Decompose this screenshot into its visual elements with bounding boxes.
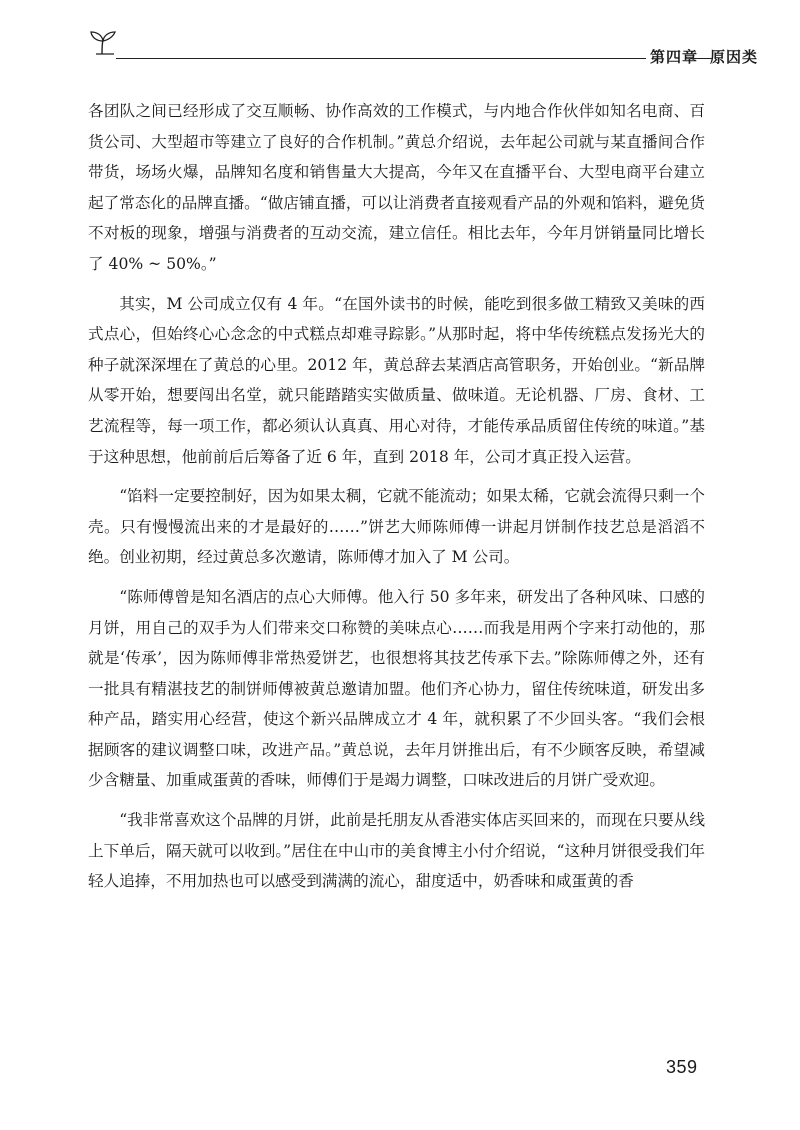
body-text bbox=[88, 96, 705, 906]
paragraph-continued: 各团队之间已经形成了交互顺畅、协作高效的工作模式，与内地合作伙伴如知名电商、百货公司、大型超市等建立了良好的合作机制。”黄总介绍说，去年起公司就与某直播间合作带货，场场火爆，品牌知名度和销售量大大提高，今年又在直播平台、大型电商平台建立起了常态化的品牌直播。“做店铺直播，可以让消费者直接观看产品的外观和馅料，避免货不对板的现象，增强与消费者的互动交流，建立信任。相比去年，今年月饼销量同比增长了 40% ~ 50%。” bbox=[88, 102, 705, 273]
paragraph: “我非常喜欢这个品牌的月饼，此前是托朋友从香港实体店买回来的，而现在只要从线上下单后，隔天就可以收到。”居住在中山市的美食博主小付介绍说，“这种月饼很受我们年轻人追捧，不用加热也可以感受到满满的流心，甜度适中，奶香味和咸蛋黄的香 bbox=[88, 811, 705, 891]
running-header bbox=[88, 30, 759, 70]
page-number: 359 bbox=[666, 1057, 698, 1077]
paragraph: “馅料一定要控制好，因为如果太稠，它就不能流动；如果太稀，它就会流得只剩一个壳。只有慢慢流出来的才是最好的……”饼艺大师陈师傅一讲起月饼制作技艺总是滔滔不绝。创业初期，经过黄总多次邀请，陈师傅才加入了 M 公司。 bbox=[88, 487, 705, 567]
chapter-label: 第四章 bbox=[650, 48, 699, 66]
chapter-title: 原因类 bbox=[710, 48, 759, 66]
header-rule bbox=[116, 58, 646, 59]
sprout-icon bbox=[88, 30, 118, 56]
paragraph: 其实，M 公司成立仅有 4 年。“在国外读书的时候，能吃到很多做工精致又美味的西式点心，但始终心心念念的中式糕点却难寻踪影。”从那时起，将中华传统糕点发扬光大的种子就深深埋在了黄总的心里。2012 年，黄总辞去某酒店高管职务，开始创业。“新品牌从零开始，想要闯出名堂，就只能踏踏实实做质量、做味道。无论机器、厂房、食材、工艺流程等，每一项工作，都必须认认真真、用心对待，才能传承品质留住传统的味道。”基于这种思想，他前前后后筹备了近 6 年，直到 2018 年，公司才真正投入运营。 bbox=[88, 294, 705, 466]
chapter-heading bbox=[650, 46, 770, 67]
paragraph: “陈师傅曾是知名酒店的点心大师傅。他入行 50 多年来，研发出了各种风味、口感的月饼，用自己的双手为人们带来交口称赞的美味点心……而我是用两个字来打动他的，那就是‘传承’，因为陈师傅非常热爱饼艺，也很想将其技艺传承下去。”除陈师傅之外，还有一批具有精湛技艺的制饼师傅被黄总邀请加盟。他们齐心协力，留住传统味道，研发出多种产品，踏实用心经营，使这个新兴品牌成立才 4 年，就积累了不少回头客。“我们会根据顾客的建议调整口味，改进产品。”黄总说，去年月饼推出后，有不少顾客反映，希望减少含糖量、加重咸蛋黄的香味，师傅们于是竭力调整，口味改进后的月饼广受欢迎。 bbox=[88, 587, 705, 790]
header-rule-right bbox=[690, 58, 712, 59]
